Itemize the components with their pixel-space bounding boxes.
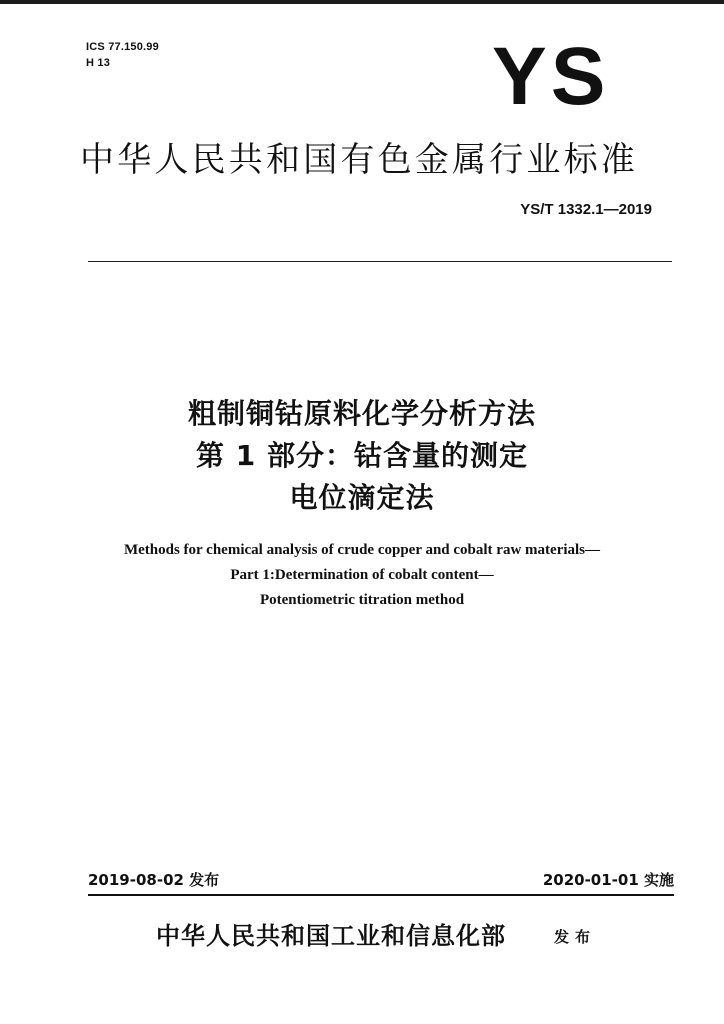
issue-label: 发布 [554, 928, 597, 946]
chinese-title [0, 393, 724, 519]
english-title [0, 538, 724, 613]
ccs-code: H 13 [86, 57, 111, 69]
footer-divider [88, 894, 674, 896]
header-divider [88, 261, 672, 262]
top-border [0, 0, 724, 4]
implementation-date: 2020-01-01 实施 [542, 871, 674, 889]
issuing-authority: 中华人民共和国工业和信息化部 [156, 921, 506, 950]
chinese-title-line-1: 粗制铜钴原料化学分析方法 [187, 397, 536, 430]
classification-codes [86, 40, 159, 72]
chinese-title-line-2: 第 1 部分：钴含量的测定 [196, 439, 528, 472]
english-title-line-2: Part 1:Determination of cobalt content— [230, 567, 494, 583]
industry-standard-title: 中华人民共和国有色金属行业标准 [80, 140, 638, 180]
ys-logo-text: YS [492, 31, 610, 122]
standard-number: YS/T 1332.1—2019 [520, 201, 652, 218]
chinese-title-line-3: 电位滴定法 [289, 481, 435, 514]
date-row [88, 870, 674, 892]
ics-code: ICS 77.150.99 [86, 41, 159, 53]
english-title-line-3: Potentiometric titration method [259, 592, 465, 608]
issue-date: 2019-08-02 发布 [88, 871, 220, 889]
english-title-line-1: Methods for chemical analysis of crude copper and cobalt raw materials— [123, 542, 601, 558]
ys-logo [492, 31, 642, 122]
